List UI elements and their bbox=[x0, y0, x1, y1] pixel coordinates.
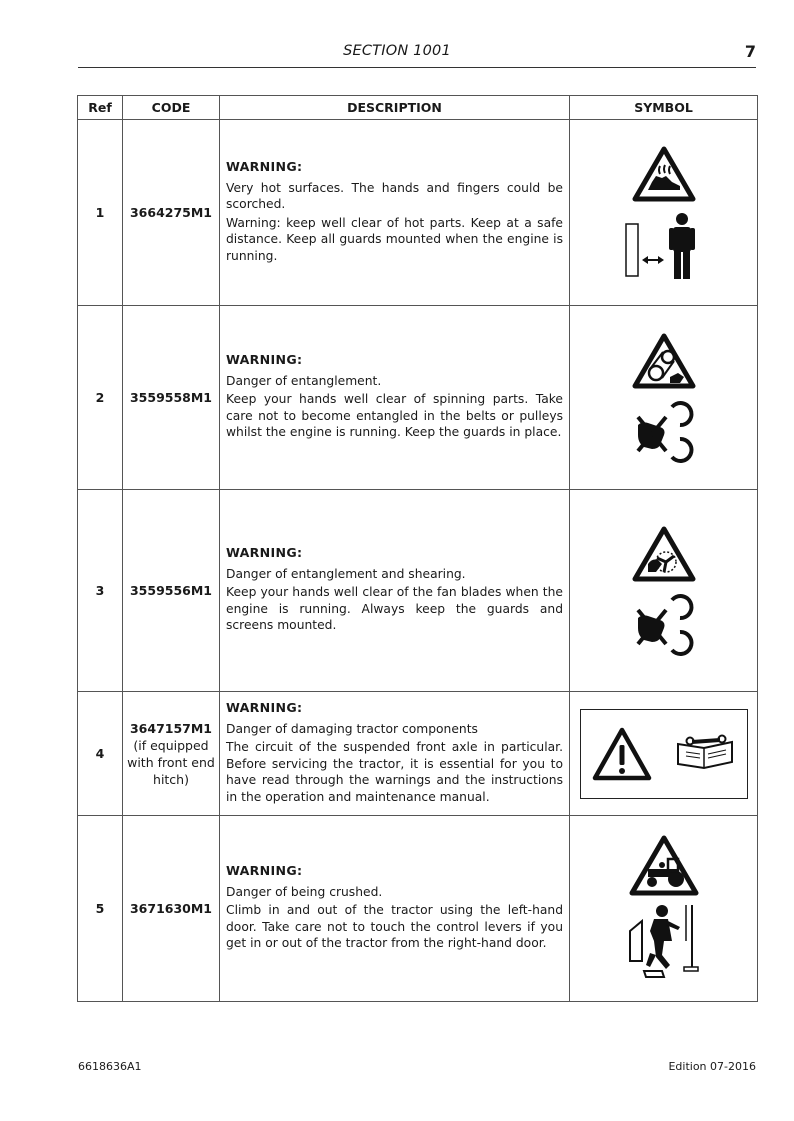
hand-rotating-parts-prohibition-icon bbox=[632, 399, 696, 463]
row-symbols bbox=[570, 306, 758, 490]
description-line: Very hot surfaces. The hands and fingers could be scorched. bbox=[226, 180, 563, 211]
read-manual-icon bbox=[674, 734, 736, 774]
row-description bbox=[220, 490, 570, 692]
part-code: 3559558M1 bbox=[129, 390, 213, 405]
row-ref: 1 bbox=[78, 120, 123, 306]
general-warning-icon bbox=[592, 727, 652, 781]
page-number: 7 bbox=[744, 42, 756, 61]
entanglement-warning-icon bbox=[632, 333, 696, 389]
row-code bbox=[123, 816, 220, 1002]
table-row bbox=[78, 490, 758, 692]
warning-heading: WARNING: bbox=[226, 545, 303, 561]
part-code-note: (if equipped with front end hitch) bbox=[127, 737, 215, 787]
warning-heading: WARNING: bbox=[226, 700, 303, 715]
table-row bbox=[78, 692, 758, 816]
description-line: Danger of entanglement and shearing. bbox=[226, 566, 466, 581]
decal-frame bbox=[580, 709, 748, 799]
part-code: 3671630M1 bbox=[129, 901, 213, 916]
description-line: Danger of entanglement. bbox=[226, 373, 382, 388]
row-ref: 4 bbox=[78, 692, 123, 816]
row-description bbox=[220, 816, 570, 1002]
row-symbols bbox=[570, 816, 758, 1002]
column-header-symbol: SYMBOL bbox=[570, 96, 758, 120]
table-row bbox=[78, 816, 758, 1002]
part-code: 3559556M1 bbox=[129, 583, 213, 598]
table-header-row bbox=[78, 96, 758, 120]
hand-rotating-parts-prohibition-icon bbox=[632, 592, 696, 656]
row-ref: 2 bbox=[78, 306, 123, 490]
row-code bbox=[123, 692, 220, 816]
column-header-code: CODE bbox=[123, 96, 220, 120]
row-symbols bbox=[570, 120, 758, 306]
row-symbols bbox=[570, 490, 758, 692]
column-header-ref: Ref bbox=[78, 96, 123, 120]
section-title: SECTION 1001 bbox=[343, 43, 451, 59]
row-symbols bbox=[570, 692, 758, 816]
column-header-description: DESCRIPTION bbox=[220, 96, 570, 120]
part-code: 3664275M1 bbox=[129, 205, 213, 220]
description-line: Keep your hands well clear of spinning parts. Take care not to become entangled in the belts or pulleys whilst the engine is running. Keep the guards in place. bbox=[226, 392, 563, 440]
description-line: Warning: keep well clear of hot parts. Keep at a safe distance. Keep all guards mounted when the engine is running. bbox=[226, 215, 563, 263]
warning-heading: WARNING: bbox=[226, 863, 303, 879]
table-row bbox=[78, 306, 758, 490]
description-line: Danger of being crushed. bbox=[226, 884, 383, 899]
crush-warning-icon bbox=[628, 835, 700, 897]
warning-heading: WARNING: bbox=[226, 352, 303, 368]
hot-surface-warning-icon bbox=[632, 146, 696, 202]
description-line: The circuit of the suspended front axle in particular. Before servicing the tractor, it is essential for you to have read through the warnings and the instructions in the operation and maintenance manual. bbox=[226, 740, 563, 804]
description-line: Climb in and out of the tractor using the left-hand door. Take care not to touch the control levers if you get in or out of the tractor from the right-hand door. bbox=[226, 903, 563, 951]
row-description bbox=[220, 120, 570, 306]
fan-blade-warning-icon bbox=[632, 526, 696, 582]
row-code bbox=[123, 120, 220, 306]
warning-heading: WARNING: bbox=[226, 159, 303, 174]
description-line: Danger of damaging tractor components bbox=[226, 721, 478, 736]
row-ref: 5 bbox=[78, 816, 123, 1002]
row-description bbox=[220, 306, 570, 490]
description-line: Keep your hands well clear of the fan blades when the engine is running. Always keep the guards and screens mounted. bbox=[226, 585, 563, 633]
part-code: 3647157M1 bbox=[129, 720, 213, 736]
row-description bbox=[220, 692, 570, 816]
cab-entry-icon bbox=[622, 901, 706, 983]
row-code bbox=[123, 490, 220, 692]
warning-decal-table bbox=[77, 95, 758, 1002]
table-row bbox=[78, 120, 758, 306]
row-ref: 3 bbox=[78, 490, 123, 692]
keep-distance-icon bbox=[624, 212, 704, 280]
header-rule bbox=[78, 67, 756, 68]
document-number: 6618636A1 bbox=[78, 1060, 142, 1073]
row-code bbox=[123, 306, 220, 490]
edition-label: Edition 07-2016 bbox=[668, 1060, 756, 1073]
